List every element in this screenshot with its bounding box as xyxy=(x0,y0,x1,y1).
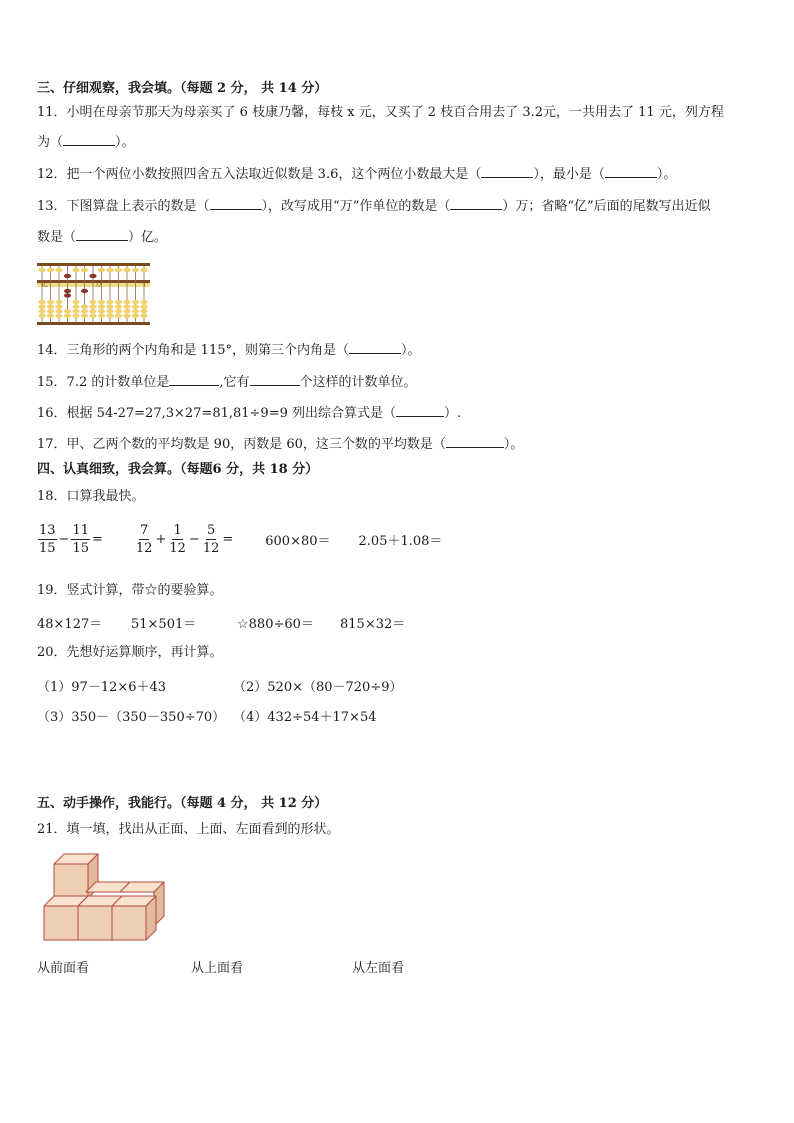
abacus-bead xyxy=(89,274,96,279)
abacus-bead xyxy=(106,304,113,308)
abacus-bead xyxy=(55,309,62,313)
question-18-expressions: $\frac{13}{15}$ − $\frac{11}{15}$ = $\frac{7}{12}$ + $\frac{1}{12}$ − $\frac{5}{12}$ = 600×80＝ 2.05＋1.08＝ xyxy=(39,523,443,556)
question-11-line1: 11．小明在母亲节那天为母亲买了 6 枝康乃馨，每枝 x 元，又买了 2 枝百合用去了 3.2元，一共用去了 11 元，列方程 xyxy=(37,105,724,120)
abacus-bead xyxy=(123,268,130,273)
abacus-bead xyxy=(64,309,71,313)
abacus-bead xyxy=(132,309,139,313)
abacus-bead xyxy=(140,300,147,304)
question-12: 12．把一个两位小数按照四舍五入法取近似数是 3.6，这个两位小数最大是（ ），最小是（ ）。 xyxy=(37,167,677,182)
question-16: 16．根据 54-27=27,3×27=81,81÷9=9 列出综合算式是（ ）. xyxy=(37,406,462,421)
abacus-bead xyxy=(106,268,113,273)
abacus-bead xyxy=(106,314,113,318)
view-label-front: 从前面看 xyxy=(37,961,90,976)
answer-blank[interactable] xyxy=(396,405,444,417)
abacus-bead xyxy=(47,309,54,313)
question-14: 14．三角形的两个内角和是 115°，则第三个内角是（ ）。 xyxy=(37,343,421,358)
abacus-bead xyxy=(81,314,88,318)
abacus-bead xyxy=(38,309,45,313)
abacus-bead xyxy=(115,268,122,273)
abacus-label-ge: 个 xyxy=(141,280,148,288)
abacus-bead xyxy=(72,304,79,308)
answer-blank[interactable] xyxy=(450,198,502,210)
abacus-bead xyxy=(72,300,79,304)
abacus-bead xyxy=(132,314,139,318)
abacus-bead xyxy=(98,314,105,318)
question-11-line2: 为（ ）。 xyxy=(37,135,135,150)
answer-blank[interactable] xyxy=(605,166,657,178)
abacus-figure xyxy=(37,262,150,325)
abacus-bead xyxy=(55,304,62,308)
answer-blank[interactable] xyxy=(63,134,115,146)
abacus-bead xyxy=(55,300,62,304)
answer-blank[interactable] xyxy=(210,198,262,210)
abacus-bead xyxy=(106,300,113,304)
calc-item: 815×32＝ xyxy=(340,617,406,632)
abacus-bead xyxy=(123,309,130,313)
answer-blank[interactable] xyxy=(250,374,300,386)
abacus-bead xyxy=(81,304,88,308)
abacus-bead xyxy=(89,314,96,318)
calc-item: （2）520×（80－720÷9） xyxy=(233,680,403,695)
abacus-bead xyxy=(47,300,54,304)
abacus-bead xyxy=(64,289,71,293)
expression-600x80: 600×80＝ xyxy=(265,534,331,549)
abacus-bead xyxy=(38,300,45,304)
section-4-title: 四、认真细致，我会算。（每题6 分，共 18 分） xyxy=(37,462,319,477)
abacus-bead xyxy=(98,304,105,308)
question-20-title: 20．先想好运算顺序，再计算。 xyxy=(37,645,223,660)
question-17: 17．甲、乙两个数的平均数是 90，丙数是 60，这三个数的平均数是（ ）。 xyxy=(37,437,524,452)
calc-item: （3）350－（350－350÷70） xyxy=(37,710,226,725)
question-13-line1: 13．下图算盘上表示的数是（ ），改写成用“万”作单位的数是（ ）万；省略“亿”后面的尾数写出近似 xyxy=(37,199,711,214)
abacus-bead xyxy=(123,300,130,304)
abacus-bead xyxy=(115,304,122,308)
abacus-bead xyxy=(64,314,71,318)
abacus-bead xyxy=(47,268,54,273)
question-13-line2: 数是（ ）亿。 xyxy=(37,230,168,245)
fraction: $\frac{7}{12}$ xyxy=(135,523,153,556)
calc-item: 51×501＝ xyxy=(131,617,197,632)
abacus-bead xyxy=(72,309,79,313)
view-label-top: 从上面看 xyxy=(191,961,244,976)
question-15: 15．7.2 的计数单位是 ,它有 个这样的计数单位。 xyxy=(37,375,417,390)
view-label-left: 从左面看 xyxy=(352,961,405,976)
abacus-bead xyxy=(115,300,122,304)
answer-blank[interactable] xyxy=(481,166,533,178)
abacus-bead xyxy=(47,314,54,318)
abacus-bead xyxy=(132,300,139,304)
calc-item: （1）97－12×6＋43 xyxy=(37,680,167,695)
section-3-title: 三、仔细观察，我会填。（每题 2 分， 共 14 分） xyxy=(37,81,328,96)
abacus-bead xyxy=(38,268,45,273)
abacus-bead xyxy=(89,304,96,308)
fraction: $\frac{11}{15}$ xyxy=(72,523,89,556)
abacus-bead xyxy=(140,268,147,273)
fraction: $\frac{5}{12}$ xyxy=(202,523,220,556)
answer-blank[interactable] xyxy=(76,229,128,241)
fraction: $\frac{13}{15}$ xyxy=(39,523,56,556)
abacus-bead xyxy=(98,309,105,313)
abacus-bead xyxy=(89,300,96,304)
answer-blank[interactable] xyxy=(169,374,219,386)
abacus-bead xyxy=(115,314,122,318)
section-5-title: 五、动手操作，我能行。（每题 4 分， 共 12 分） xyxy=(37,796,328,811)
fraction: $\frac{1}{12}$ xyxy=(169,523,186,556)
question-18-title: 18．口算我最快。 xyxy=(37,489,145,504)
cubes-figure xyxy=(42,850,170,942)
expression-2.05+1.08: 2.05＋1.08＝ xyxy=(358,534,443,549)
abacus-bead xyxy=(64,274,71,279)
abacus-bead xyxy=(140,309,147,313)
abacus-bead xyxy=(123,314,130,318)
abacus-bead xyxy=(38,314,45,318)
question-21-title: 21．填一填，找出从正面、上面、左面看到的形状。 xyxy=(37,822,340,837)
abacus-bead xyxy=(140,314,147,318)
abacus-bead xyxy=(55,268,62,273)
abacus-bead xyxy=(132,268,139,273)
calc-item: ☆880÷60＝ xyxy=(237,617,314,632)
abacus-bead xyxy=(140,304,147,308)
abacus-bead xyxy=(72,268,79,273)
abacus-bead xyxy=(38,304,45,308)
abacus-bead xyxy=(106,309,113,313)
answer-blank[interactable] xyxy=(349,342,401,354)
abacus-bead xyxy=(64,293,71,297)
abacus-bead xyxy=(98,268,105,273)
abacus-bead xyxy=(81,309,88,313)
answer-blank[interactable] xyxy=(446,436,504,448)
abacus-bead xyxy=(123,304,130,308)
question-19-title: 19．竖式计算，带☆的要验算。 xyxy=(37,583,223,598)
abacus-bead xyxy=(132,304,139,308)
abacus-bead xyxy=(72,314,79,318)
calc-item: 48×127＝ xyxy=(37,617,103,632)
abacus-bead xyxy=(115,309,122,313)
calc-item: （4）432÷54＋17×54 xyxy=(233,710,377,725)
abacus-bead xyxy=(55,314,62,318)
abacus-label-yi: 亿 xyxy=(41,280,48,288)
abacus-bead xyxy=(81,289,88,293)
abacus-bead xyxy=(98,300,105,304)
abacus-bead xyxy=(81,268,88,273)
abacus-bead xyxy=(47,304,54,308)
abacus-label-wan: 万 xyxy=(95,280,102,288)
abacus-bead xyxy=(89,309,96,313)
